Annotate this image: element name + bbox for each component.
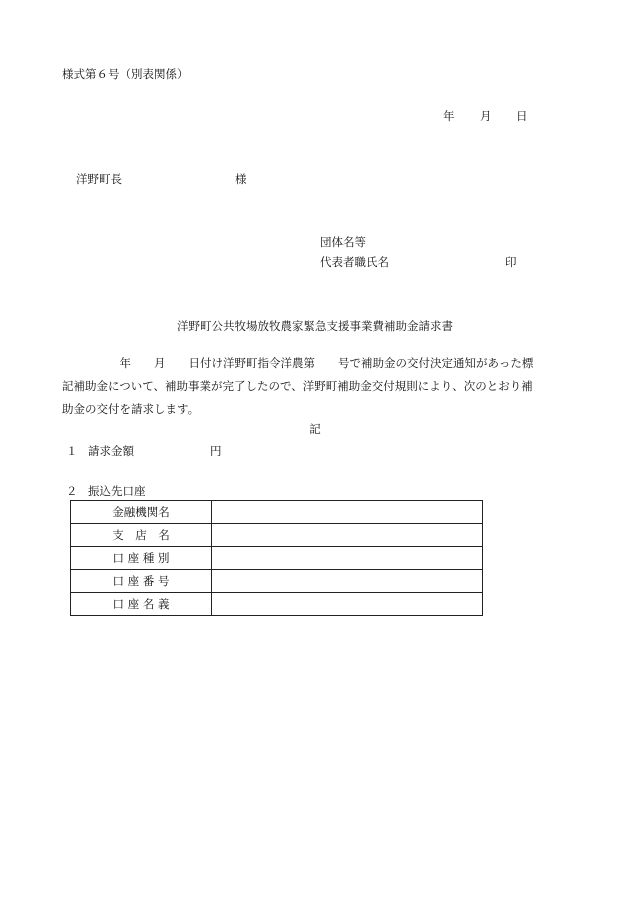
item2-label: 振込先口座 — [88, 484, 146, 498]
item2-number: ２ — [66, 484, 78, 498]
date-day-label: 日 — [516, 109, 528, 123]
body-paragraph — [62, 352, 578, 421]
item1-unit: 円 — [210, 444, 222, 458]
account-holder-value — [212, 593, 483, 616]
bank-account-table — [70, 500, 483, 616]
account-holder-label: 口 座 名 義 — [71, 593, 212, 616]
table-row — [71, 524, 483, 547]
body-line-3: 助金の交付を請求します。 — [62, 402, 200, 416]
account-number-value — [212, 570, 483, 593]
applicant-org-label: 団体名等 — [320, 235, 366, 249]
account-type-label: 口 座 種 別 — [71, 547, 212, 570]
account-number-label: 口 座 番 号 — [71, 570, 212, 593]
recipient-name: 洋野町長 — [76, 172, 122, 186]
form-number: 様式第６号（別表関係） — [62, 67, 189, 81]
item1-number: １ — [66, 444, 78, 458]
document-title: 洋野町公共牧場放牧農家緊急支援事業費補助金請求書 — [177, 319, 453, 333]
date-month-label: 月 — [480, 109, 492, 123]
branch-name-label: 支 店 名 — [71, 524, 212, 547]
table-row — [71, 593, 483, 616]
body-line-1: 年 月 日付け洋野町指令洋農第 号で補助金の交付決定通知があった標 — [62, 356, 534, 370]
table-row — [71, 501, 483, 524]
bank-name-label: 金融機関名 — [71, 501, 212, 524]
ki-heading: 記 — [309, 422, 321, 436]
table-row — [71, 570, 483, 593]
branch-name-value — [212, 524, 483, 547]
recipient-honorific: 様 — [235, 172, 247, 186]
item1-label: 請求金額 — [88, 444, 134, 458]
bank-name-value — [212, 501, 483, 524]
applicant-rep-label: 代表者職氏名 — [320, 255, 389, 269]
account-type-value — [212, 547, 483, 570]
body-line-2: 記補助金について、補助事業が完了したので、洋野町補助金交付規則により、次のとおり補 — [62, 379, 533, 393]
seal-mark: 印 — [505, 255, 517, 269]
date-year-label: 年 — [443, 109, 455, 123]
table-row — [71, 547, 483, 570]
